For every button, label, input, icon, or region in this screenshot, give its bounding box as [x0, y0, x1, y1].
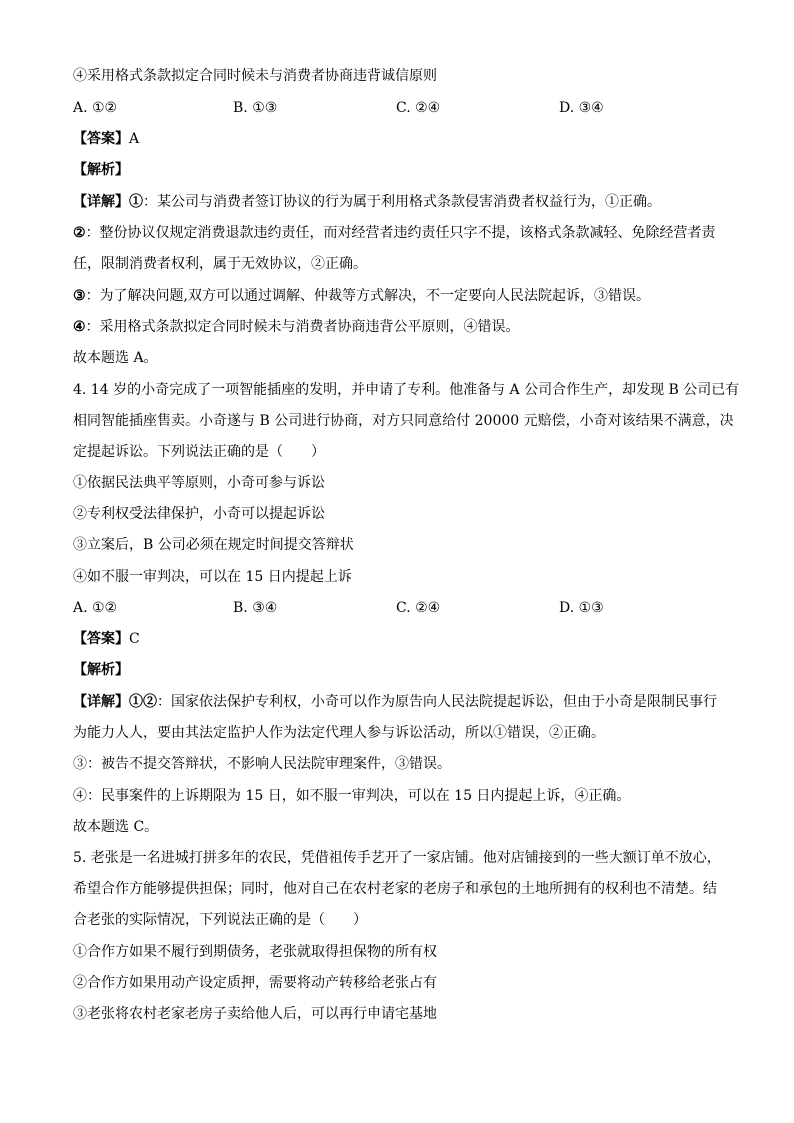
q3-detail-text-2a: ：整份协议仅规定消费退款违约责任，而对经营者违约责任只字不提，该格式条款减轻、免除经营者责: [85, 225, 716, 241]
q3-conclusion: 故本题选 A。: [73, 350, 158, 366]
q3-detail-text-3: ：为了解决问题,双方可以通过调解、仲裁等方式解决，不一定要向人民法院起诉，③错误。: [85, 288, 651, 304]
q3-analysis-heading: 【解析】: [73, 162, 129, 178]
q3-detail-text-4: ：采用格式条款拟定合同时候未与消费者协商违背公平原则，④错误。: [85, 319, 520, 335]
q3-detail-text-1: ：某公司与消费者签订协议的行为属于利用格式条款侵害消费者权益行为，①正确。: [143, 194, 661, 210]
q4-answer-tag: 【答案】: [73, 631, 129, 647]
q4-answer-value: C: [129, 631, 140, 647]
q3-option-a: A. ①②: [73, 100, 118, 116]
q4-stem-1: 4. 14 岁的小奇完成了一项智能插座的发明，并申请了专利。他准备与 A 公司合作生产，却发现 B 公司已有: [73, 382, 740, 398]
q4-answer: [73, 629, 140, 649]
q4-detail-3: [73, 754, 451, 774]
q4-option-c: C. ②④: [396, 600, 441, 616]
q3-options: [73, 98, 733, 118]
q3-option-b: B. ①③: [233, 100, 278, 116]
q3-detail-key-4: ④: [73, 319, 86, 335]
q3-detail-4: [73, 317, 520, 337]
q4-option-a: A. ①②: [73, 600, 118, 616]
q5-stem-2: 希望合作方能够提供担保；同时，他对自己在农村老家的老房子和承包的土地所拥有的权利也不清楚。结: [73, 881, 717, 897]
q4-options: [73, 598, 733, 618]
q4-detail-key-3: ③: [73, 756, 87, 772]
q4-stem-2: 相同智能插座售卖。小奇遂与 B 公司进行协商，对方只同意给付 20000 元赔偿，小奇对该结果不满意，决: [73, 413, 734, 429]
q3-detail-key-3: ③: [73, 288, 86, 304]
q3-option-c: C. ②④: [396, 100, 441, 116]
q5-item-1: ①合作方如果不履行到期债务，老张就取得担保物的所有权: [73, 944, 437, 960]
q4-analysis-heading: 【解析】: [73, 662, 129, 678]
q4-option-d: D. ①③: [559, 600, 604, 616]
q3-detail-1: [73, 192, 661, 212]
q4-item-4: ④如不服一审判决，可以在 15 日内提起上诉: [73, 569, 352, 585]
q3-answer-tag: 【答案】: [73, 131, 129, 147]
q3-answer-value: A: [129, 131, 140, 147]
q4-item-3: ③立案后，B 公司必须在规定时间提交答辩状: [73, 537, 354, 553]
q3-option-d: D. ③④: [559, 100, 604, 116]
q4-detail-tag: 【详解】: [73, 694, 129, 710]
q4-detail-text-3: ：被告不提交答辩状，不影响人民法院审理案件，③错误。: [87, 756, 451, 772]
q4-detail-text-4: ：民事案件的上诉期限为 15 日，如不服一审判决，可以在 15 日内提起上诉，④正确。: [87, 788, 631, 804]
q4-detail-text-1a: ：国家依法保护专利权，小奇可以作为原告向人民法院提起诉讼，但由于小奇是限制民事行: [157, 694, 717, 710]
q5-stem-1: 5. 老张是一名进城打拼多年的农民，凭借祖传手艺开了一家店铺。他对店铺接到的一些大额订单不放心，: [73, 850, 721, 866]
q5-stem-3: 合老张的实际情况，下列说法正确的是（ ）: [73, 912, 367, 928]
q4-conclusion: 故本题选 C。: [73, 819, 159, 835]
q4-item-2: ②专利权受法律保护，小奇可以提起诉讼: [73, 506, 325, 522]
q3-detail-3: [73, 286, 650, 306]
q4-detail-1b: 为能力人人，要由其法定监护人作为法定代理人参与诉讼活动，所以①错误，②正确。: [73, 725, 605, 741]
q3-item-4: ④采用格式条款拟定合同时候未与消费者协商违背诚信原则: [73, 68, 437, 84]
q5-item-3: ③老张将农村老家老房子卖给他人后，可以再行申请宅基地: [73, 1006, 437, 1022]
q3-detail-2a: [73, 223, 716, 243]
q3-answer: [73, 129, 139, 149]
q3-detail-tag: 【详解】: [73, 194, 129, 210]
q3-detail-2b: 任，限制消费者权利，属于无效协议，②正确。: [73, 256, 367, 272]
q4-detail-key-4: ④: [73, 788, 87, 804]
q4-detail-key-1: ①②: [129, 694, 157, 710]
q3-detail-key-2: ②: [73, 225, 86, 241]
q5-item-2: ②合作方如果用动产设定质押，需要将动产转移给老张占有: [73, 975, 437, 991]
q4-stem-3: 定提起诉讼。下列说法正确的是（ ）: [73, 444, 325, 460]
q4-item-1: ①依据民法典平等原则，小奇可参与诉讼: [73, 475, 325, 491]
q4-option-b: B. ③④: [233, 600, 278, 616]
q4-detail-1a: [73, 692, 717, 712]
q3-detail-key-1: ①: [129, 194, 143, 210]
q4-detail-4: [73, 786, 630, 806]
